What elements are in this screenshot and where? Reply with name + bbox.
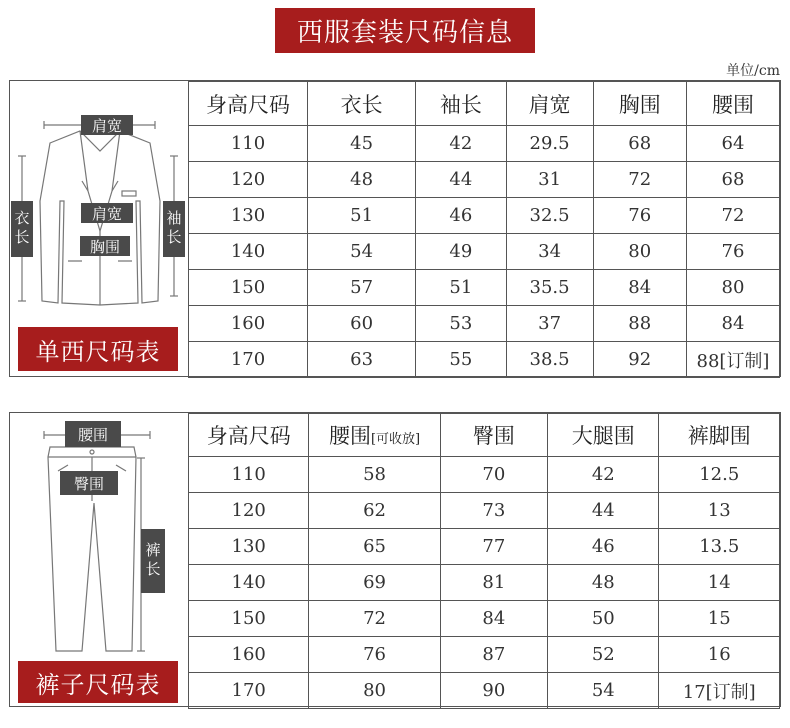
table-row — [189, 637, 780, 673]
table-cell: 37 — [506, 306, 593, 342]
table-cell: 88[订制] — [686, 342, 779, 378]
table-cell: 51 — [308, 198, 416, 234]
table-row — [189, 270, 780, 306]
pants-size-table — [188, 413, 780, 709]
table-row — [189, 601, 780, 637]
table-cell: 35.5 — [506, 270, 593, 306]
suit-size-panel — [9, 80, 781, 377]
table-cell: 58 — [309, 457, 440, 493]
waist-tag: 腰围 — [65, 421, 121, 447]
chest-tag: 胸围 — [80, 236, 130, 256]
suit-size-table — [188, 81, 780, 378]
hip-tag: 臀围 — [60, 471, 118, 495]
table-cell: 160 — [189, 637, 309, 673]
table-cell: 73 — [440, 493, 547, 529]
table-cell: 14 — [659, 565, 780, 601]
jacket-length-tag: 衣长 — [11, 201, 33, 257]
col-header: 臀围 — [440, 414, 547, 457]
suit-illustration — [10, 81, 188, 376]
table-cell: 53 — [416, 306, 506, 342]
table-row — [189, 493, 780, 529]
table-cell: 34 — [506, 234, 593, 270]
table-cell: 76 — [309, 637, 440, 673]
table-row — [189, 198, 780, 234]
waist-adjustable-note: [可收放] — [370, 432, 421, 447]
unit-label: 单位/cm — [726, 63, 780, 79]
table-cell: 54 — [548, 673, 659, 709]
col-header: 袖长 — [416, 82, 506, 126]
col-header: 腰围 — [686, 82, 779, 126]
table-cell: 48 — [548, 565, 659, 601]
col-header: 胸围 — [593, 82, 686, 126]
shoulder-width-tag: 肩宽 — [81, 115, 133, 135]
table-cell: 90 — [440, 673, 547, 709]
table-cell: 70 — [440, 457, 547, 493]
pants-size-panel — [9, 412, 781, 707]
table-cell: 76 — [593, 198, 686, 234]
table-cell: 68 — [593, 126, 686, 162]
table-cell: 140 — [189, 565, 309, 601]
table-cell: 69 — [309, 565, 440, 601]
pants-size-badge: 裤子尺码表 — [18, 661, 178, 703]
table-cell: 55 — [416, 342, 506, 378]
table-cell: 46 — [548, 529, 659, 565]
table-cell: 15 — [659, 601, 780, 637]
table-cell: 160 — [189, 306, 308, 342]
table-cell: 57 — [308, 270, 416, 306]
table-cell: 12.5 — [659, 457, 780, 493]
table-cell: 13.5 — [659, 529, 780, 565]
table-cell: 68 — [686, 162, 779, 198]
table-cell: 84 — [593, 270, 686, 306]
table-cell: 76 — [686, 234, 779, 270]
table-cell: 64 — [686, 126, 779, 162]
table-cell: 80 — [686, 270, 779, 306]
table-row — [189, 342, 780, 378]
table-cell: 62 — [309, 493, 440, 529]
table-cell: 45 — [308, 126, 416, 162]
table-cell: 150 — [189, 270, 308, 306]
table-cell: 81 — [440, 565, 547, 601]
col-header: 身高尺码 — [189, 414, 309, 457]
table-cell: 110 — [189, 126, 308, 162]
table-cell: 46 — [416, 198, 506, 234]
col-header: 裤脚围 — [659, 414, 780, 457]
sleeve-length-tag: 袖长 — [163, 201, 185, 257]
table-cell: 42 — [548, 457, 659, 493]
table-cell: 32.5 — [506, 198, 593, 234]
table-cell: 72 — [593, 162, 686, 198]
table-cell: 77 — [440, 529, 547, 565]
col-header: 身高尺码 — [189, 82, 308, 126]
table-cell: 44 — [548, 493, 659, 529]
table-cell: 60 — [308, 306, 416, 342]
table-cell: 87 — [440, 637, 547, 673]
table-cell: 140 — [189, 234, 308, 270]
table-cell: 29.5 — [506, 126, 593, 162]
table-cell: 84 — [686, 306, 779, 342]
table-cell: 54 — [308, 234, 416, 270]
pants-length-tag: 裤长 — [141, 529, 165, 593]
table-cell: 110 — [189, 457, 309, 493]
table-cell: 130 — [189, 198, 308, 234]
table-cell: 84 — [440, 601, 547, 637]
table-cell: 17[订制] — [659, 673, 780, 709]
table-cell: 72 — [686, 198, 779, 234]
table-cell: 48 — [308, 162, 416, 198]
table-row — [189, 565, 780, 601]
table-cell: 72 — [309, 601, 440, 637]
table-cell: 50 — [548, 601, 659, 637]
col-header: 大腿围 — [548, 414, 659, 457]
table-cell: 170 — [189, 673, 309, 709]
col-header: 衣长 — [308, 82, 416, 126]
pants-illustration — [10, 413, 188, 706]
table-cell: 16 — [659, 637, 780, 673]
table-cell: 63 — [308, 342, 416, 378]
table-row — [189, 234, 780, 270]
table-cell: 51 — [416, 270, 506, 306]
table-row — [189, 162, 780, 198]
table-cell: 49 — [416, 234, 506, 270]
suit-size-badge: 单西尺码表 — [18, 327, 178, 371]
table-cell: 92 — [593, 342, 686, 378]
table-row — [189, 126, 780, 162]
col-header: 肩宽 — [506, 82, 593, 126]
table-cell: 42 — [416, 126, 506, 162]
table-cell: 150 — [189, 601, 309, 637]
table-row — [189, 306, 780, 342]
table-cell: 38.5 — [506, 342, 593, 378]
table-row — [189, 457, 780, 493]
col-header — [309, 414, 440, 457]
shoulder-width-mid-tag: 肩宽 — [81, 203, 133, 223]
table-cell: 80 — [593, 234, 686, 270]
table-header-row — [189, 82, 780, 126]
table-cell: 120 — [189, 493, 309, 529]
col-header-label: 腰围 — [328, 424, 371, 448]
page-title: 西服套装尺码信息 — [275, 8, 535, 53]
table-cell: 130 — [189, 529, 309, 565]
table-row — [189, 529, 780, 565]
table-cell: 44 — [416, 162, 506, 198]
table-cell: 52 — [548, 637, 659, 673]
table-header-row — [189, 414, 780, 457]
table-cell: 65 — [309, 529, 440, 565]
table-cell: 88 — [593, 306, 686, 342]
table-cell: 31 — [506, 162, 593, 198]
table-cell: 170 — [189, 342, 308, 378]
table-cell: 80 — [309, 673, 440, 709]
table-cell: 120 — [189, 162, 308, 198]
table-row — [189, 673, 780, 709]
table-cell: 13 — [659, 493, 780, 529]
